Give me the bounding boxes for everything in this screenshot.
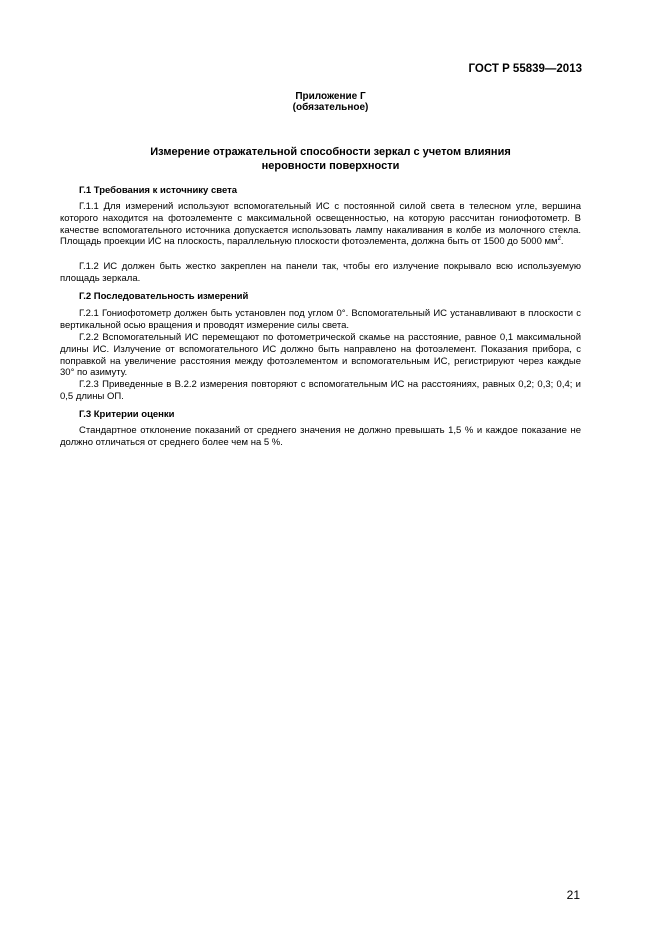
section-heading-g2: Г.2 Последовательность измерений — [79, 291, 249, 302]
document-title-line-1: Измерение отражательной способности зеркал с учетом влияния — [150, 146, 511, 158]
paragraph-g1-2: Г.1.2 ИС должен быть жестко закреплен на панели так, чтобы его излучение покрывало всю используемую площадь зеркала. — [60, 261, 581, 284]
standard-number: ГОСТ Р 55839—2013 — [468, 63, 582, 75]
paragraph-g2-2: Г.2.2 Вспомогательный ИС перемещают по фотометрической скамье на расстояние, равное 0,1 максимальной длины ИС. Излучение от вспомогательного ИС должно быть направлено на фотоэлемент. Показания прибора, с поправкой на увеличение расстояния между фотоэлементом и вспомогательным ИС, регистрируют через каждые 30° по азимуту. — [60, 332, 581, 379]
superscript-2: 2 — [557, 236, 561, 243]
appendix-status: (обязательное) — [292, 102, 369, 113]
page-number: 21 — [566, 888, 580, 902]
paragraph-g2-3: Г.2.3 Приведенные в В.2.2 измерения повторяют с вспомогательным ИС на расстояниях, равных 0,2; 0,3; 0,4; и 0,5 длины ОП. — [60, 379, 581, 402]
section-heading-g3: Г.3 Критерии оценки — [79, 409, 175, 420]
paragraph-g2-1: Г.2.1 Гониофотометр должен быть установлен под углом 0°. Вспомогательный ИС устанавливают в плоскости с вертикальной осью вращения и проводят измерение силы света. — [60, 308, 581, 331]
section-heading-g1: Г.1 Требования к источнику света — [79, 185, 238, 196]
appendix-title: Приложение Г — [295, 91, 366, 102]
paragraph-g1-1-text: Г.1.1 Для измерений используют вспомогательный ИС с постоянной силой света в телесном угле, вершина которого находится на фотоэлементе с максимальной освещенностью, на которую рассчитан гониофотометр. В качестве вспомогательного источника допускается использовать лампу накаливания в колбе из молочного стекла. Площадь проекции ИС на плоскость, параллельную плоскости фотоэлемента, должна быть от 1500 до 5000 мм — [60, 201, 581, 248]
paragraph-g3-1: Стандартное отклонение показаний от среднего значения не должно превышать 1,5 % и каждое показание не должно отличаться от среднего более чем на 5 %. — [60, 425, 581, 448]
paragraph-g1-1 — [60, 201, 581, 248]
paragraph-g1-1-tail: . — [560, 236, 564, 248]
document-title-line-2: неровности поверхности — [261, 160, 400, 172]
